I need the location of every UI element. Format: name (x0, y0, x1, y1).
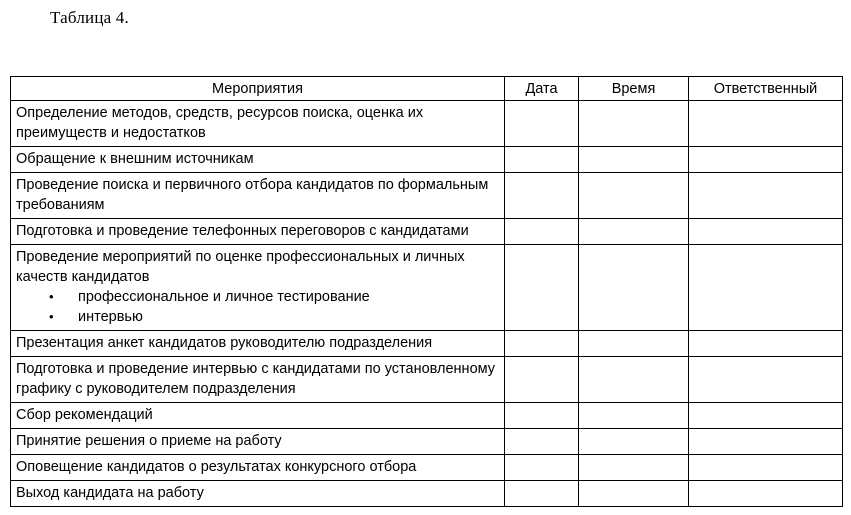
cell-responsible[interactable] (689, 357, 843, 403)
cell-time[interactable] (579, 245, 689, 331)
event-sub-list (16, 287, 499, 327)
event-text: Проведение мероприятий по оценке профессиональных и личных качеств кандидатов (16, 249, 465, 285)
cell-time[interactable] (579, 331, 689, 357)
cell-responsible[interactable] (689, 245, 843, 331)
column-header-date: Дата (505, 77, 579, 101)
list-item (16, 287, 499, 307)
column-header-event: Мероприятия (11, 77, 505, 101)
cell-time[interactable] (579, 357, 689, 403)
cell-responsible[interactable] (689, 481, 843, 507)
cell-event (11, 403, 505, 429)
list-item (16, 307, 499, 327)
cell-event (11, 481, 505, 507)
cell-responsible[interactable] (689, 147, 843, 173)
table-header-row (11, 77, 843, 101)
cell-event (11, 219, 505, 245)
cell-event (11, 357, 505, 403)
cell-time[interactable] (579, 173, 689, 219)
table-container (10, 76, 842, 507)
cell-date[interactable] (505, 173, 579, 219)
table-row (11, 101, 843, 147)
table-row (11, 429, 843, 455)
cell-time[interactable] (579, 403, 689, 429)
cell-date[interactable] (505, 245, 579, 331)
table-row (11, 173, 843, 219)
column-header-responsible: Ответственный (689, 77, 843, 101)
table-row (11, 403, 843, 429)
cell-date[interactable] (505, 455, 579, 481)
event-text: Принятие решения о приеме на работу (16, 433, 282, 449)
cell-event (11, 101, 505, 147)
table-row (11, 245, 843, 331)
cell-event (11, 429, 505, 455)
cell-date[interactable] (505, 219, 579, 245)
cell-event (11, 147, 505, 173)
cell-date[interactable] (505, 147, 579, 173)
event-text: Сбор рекомендаций (16, 407, 153, 423)
cell-responsible[interactable] (689, 403, 843, 429)
cell-date[interactable] (505, 357, 579, 403)
bullet-icon: • (49, 309, 54, 324)
cell-time[interactable] (579, 481, 689, 507)
cell-time[interactable] (579, 147, 689, 173)
table-header (11, 77, 843, 101)
event-text: Оповещение кандидатов о результатах конкурсного отбора (16, 459, 417, 475)
bullet-icon: • (49, 289, 54, 304)
table-row (11, 357, 843, 403)
event-text: Презентация анкет кандидатов руководителю подразделения (16, 335, 433, 351)
cell-event (11, 331, 505, 357)
table-caption: Таблица 4. (50, 8, 129, 27)
cell-responsible[interactable] (689, 331, 843, 357)
cell-time[interactable] (579, 455, 689, 481)
recruitment-plan-table (10, 76, 843, 507)
cell-date[interactable] (505, 101, 579, 147)
cell-time[interactable] (579, 101, 689, 147)
table-row (11, 219, 843, 245)
table-row (11, 147, 843, 173)
cell-time[interactable] (579, 429, 689, 455)
event-text: Обращение к внешним источникам (16, 151, 254, 167)
cell-date[interactable] (505, 403, 579, 429)
event-text: Подготовка и проведение интервью с кандидатами по установленному графику с руководителем подразделения (16, 361, 496, 397)
cell-responsible[interactable] (689, 429, 843, 455)
event-text: Выход кандидата на работу (16, 485, 204, 501)
cell-time[interactable] (579, 219, 689, 245)
event-text: Определение методов, средств, ресурсов поиска, оценка их преимуществ и недостатков (16, 105, 424, 141)
column-header-time: Время (579, 77, 689, 101)
cell-date[interactable] (505, 331, 579, 357)
cell-responsible[interactable] (689, 455, 843, 481)
cell-responsible[interactable] (689, 219, 843, 245)
cell-event (11, 455, 505, 481)
cell-date[interactable] (505, 481, 579, 507)
cell-event (11, 245, 505, 331)
cell-responsible[interactable] (689, 101, 843, 147)
list-item-label: профессиональное и личное тестирование (78, 289, 370, 305)
list-item-label: интервью (78, 309, 143, 325)
table-body (11, 101, 843, 507)
table-row (11, 331, 843, 357)
cell-responsible[interactable] (689, 173, 843, 219)
event-text: Проведение поиска и первичного отбора кандидатов по формальным требованиям (16, 177, 489, 213)
table-row (11, 481, 843, 507)
table-row (11, 455, 843, 481)
cell-event (11, 173, 505, 219)
cell-date[interactable] (505, 429, 579, 455)
event-text: Подготовка и проведение телефонных переговоров с кандидатами (16, 223, 469, 239)
